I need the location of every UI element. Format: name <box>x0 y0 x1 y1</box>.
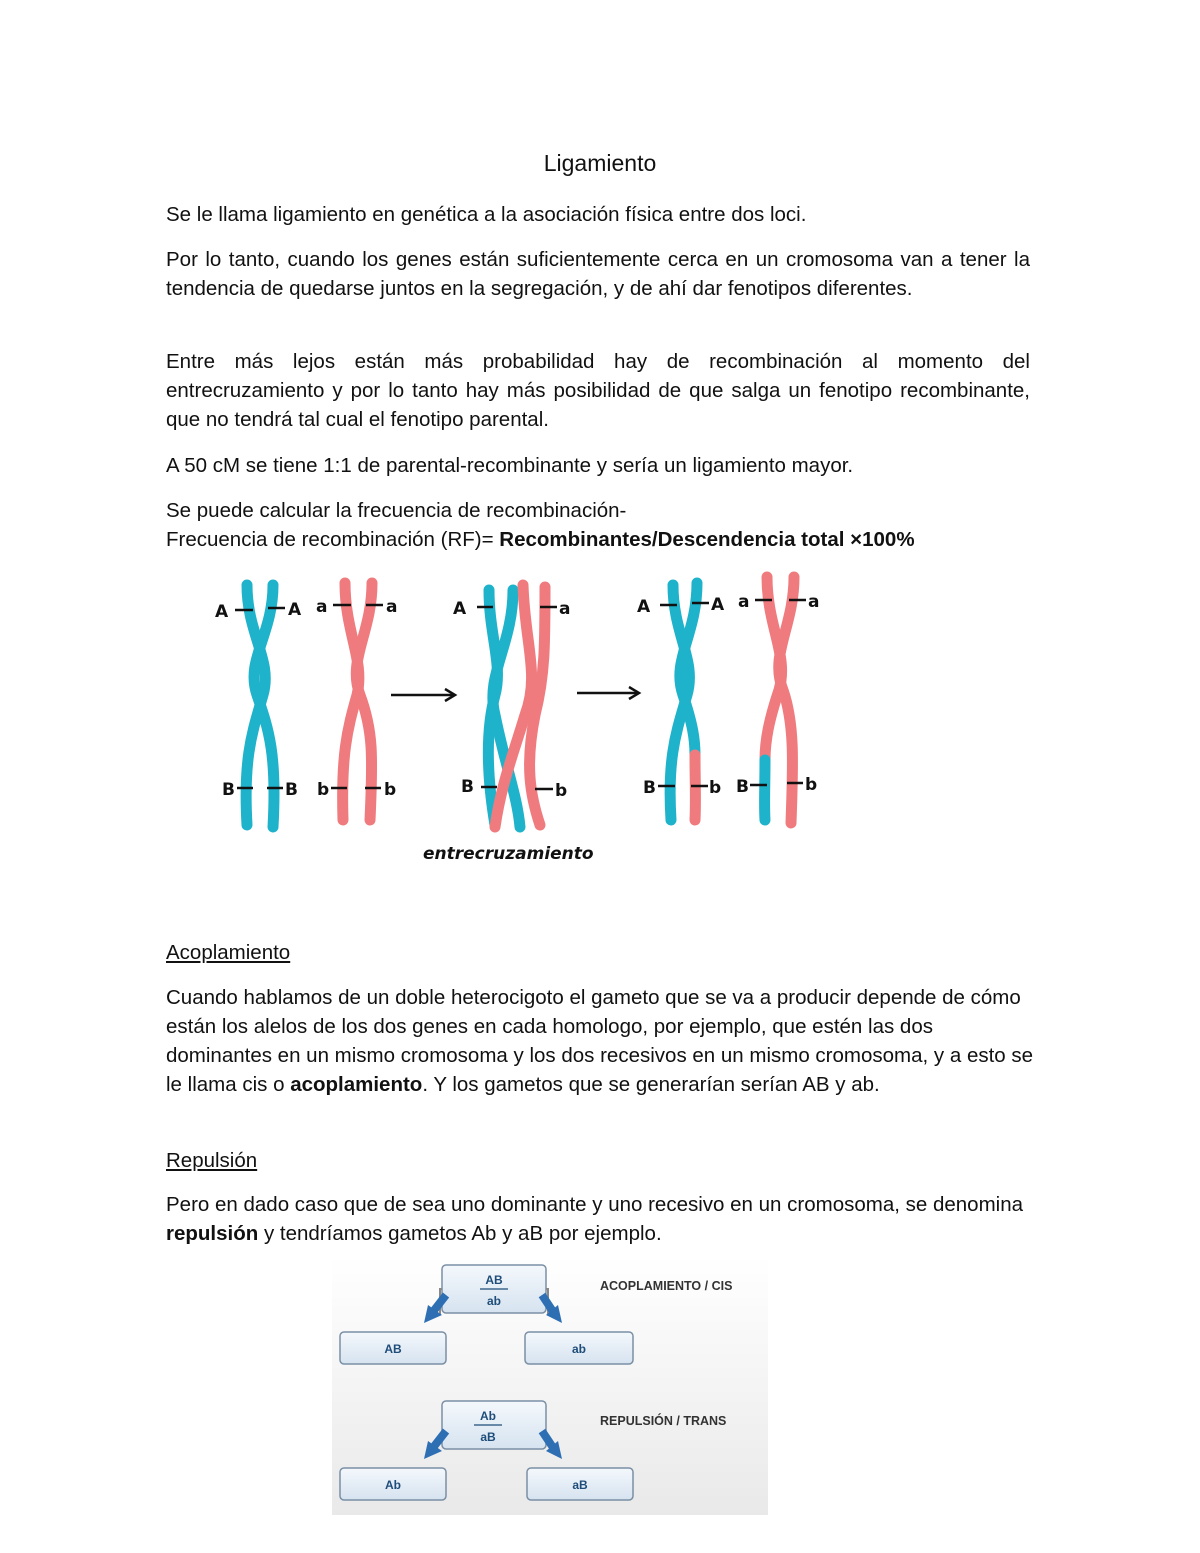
trans-gamete-left: Ab <box>385 1478 401 1492</box>
allele-label-A: A <box>215 602 229 622</box>
allele-label-A: A <box>288 600 302 620</box>
allele-label-B: B <box>222 780 235 800</box>
allele-label-a: a <box>738 592 750 612</box>
allele-label-b: b <box>384 780 397 800</box>
trans-bottom-allele: aB <box>480 1430 496 1444</box>
cis-gamete-left: AB <box>384 1342 402 1356</box>
chromosome-pink-1a <box>343 583 359 820</box>
paragraph-recombination: Entre más lejos están más probabilidad hay de recombinación al momento del entrecruzamiento y por lo tanto hay más posibilidad de que salga un fenotipo recombinante, que no tendrá tal cual el fenotipo parental. <box>166 350 1030 431</box>
allele-label-A: A <box>453 599 467 619</box>
chromosome-pink-4b <box>779 577 794 823</box>
allele-label-B: B <box>461 777 474 797</box>
paragraph-genes-close: Por lo tanto, cuando los genes están suficientemente cerca en un cromosoma van a tener la tendencia de quedarse juntos en la segregación, y de ahí dar fenotipos diferentes. <box>166 248 1030 300</box>
paragraph-definition: Se le llama ligamiento en genética a la asociación física entre dos loci. <box>166 203 807 226</box>
allele-label-b: b <box>555 781 568 801</box>
cis-label: ACOPLAMIENTO / CIS <box>600 1279 733 1293</box>
paragraph-repulsion: Pero en dado caso que de sea uno dominante y uno recesivo en un cromosoma, se denomina repulsión y tendríamos gametos Ab y aB por ejemplo. <box>166 1193 1023 1245</box>
rf-label: Frecuencia de recombinación (RF)= <box>166 528 500 551</box>
allele-label-a: a <box>808 592 820 612</box>
rf-intro: Se puede calcular la frecuencia de recombinación- <box>166 499 627 522</box>
allele-label-b: b <box>805 775 818 795</box>
chromosome-pink-1b <box>356 583 372 820</box>
crossing-over-figure <box>195 565 855 885</box>
allele-label-a: a <box>559 599 571 619</box>
allele-label-B: B <box>285 780 298 800</box>
crossing-over-caption: entrecruzamiento <box>423 844 594 864</box>
page-title: Ligamiento <box>543 150 657 176</box>
cis-bottom-allele: ab <box>486 1294 502 1308</box>
allele-label-A: A <box>711 595 725 615</box>
term-acoplamiento: acoplamiento <box>290 1073 423 1096</box>
allele-label-b: b <box>317 780 330 800</box>
allele-label-a: a <box>316 597 328 617</box>
paragraph-50cm: A 50 cM se tiene 1:1 de parental-recombinante y sería un ligamiento mayor. <box>166 454 854 477</box>
cis-trans-diagram <box>332 1255 768 1515</box>
trans-top-allele: Ab <box>480 1409 496 1423</box>
trans-label: REPULSIÓN / TRANS <box>600 1414 727 1428</box>
cis-top-allele: AB <box>485 1273 503 1287</box>
arrow-icon <box>391 687 639 701</box>
allele-label-B: B <box>736 777 749 797</box>
allele-label-A: A <box>637 597 651 617</box>
term-repulsion: repulsión <box>166 1222 259 1245</box>
paragraph-rf-formula <box>166 496 1030 554</box>
cis-gamete-right: ab <box>571 1342 587 1356</box>
allele-label-a: a <box>386 597 398 617</box>
paragraph-acoplamiento: Cuando hablamos de un doble heterocigoto el gameto que se va a producir depende de cómo están los alelos de los dos genes en cada homologo, por ejemplo, que estén las dos dominantes en un mismo cromosoma y los dos recesivos en un mismo cromosoma, y a esto se le llama cis o acoplamiento. Y los gametos que se generarían serían AB y ab. <box>166 986 1034 1096</box>
rf-formula: Recombinantes/Descendencia total ×100% <box>499 528 915 551</box>
heading-repulsion: Repulsión <box>166 1149 258 1172</box>
allele-label-B: B <box>643 778 656 798</box>
allele-label-b: b <box>709 778 722 798</box>
trans-gamete-right: aB <box>572 1478 588 1492</box>
heading-acoplamiento: Acoplamiento <box>166 941 291 964</box>
